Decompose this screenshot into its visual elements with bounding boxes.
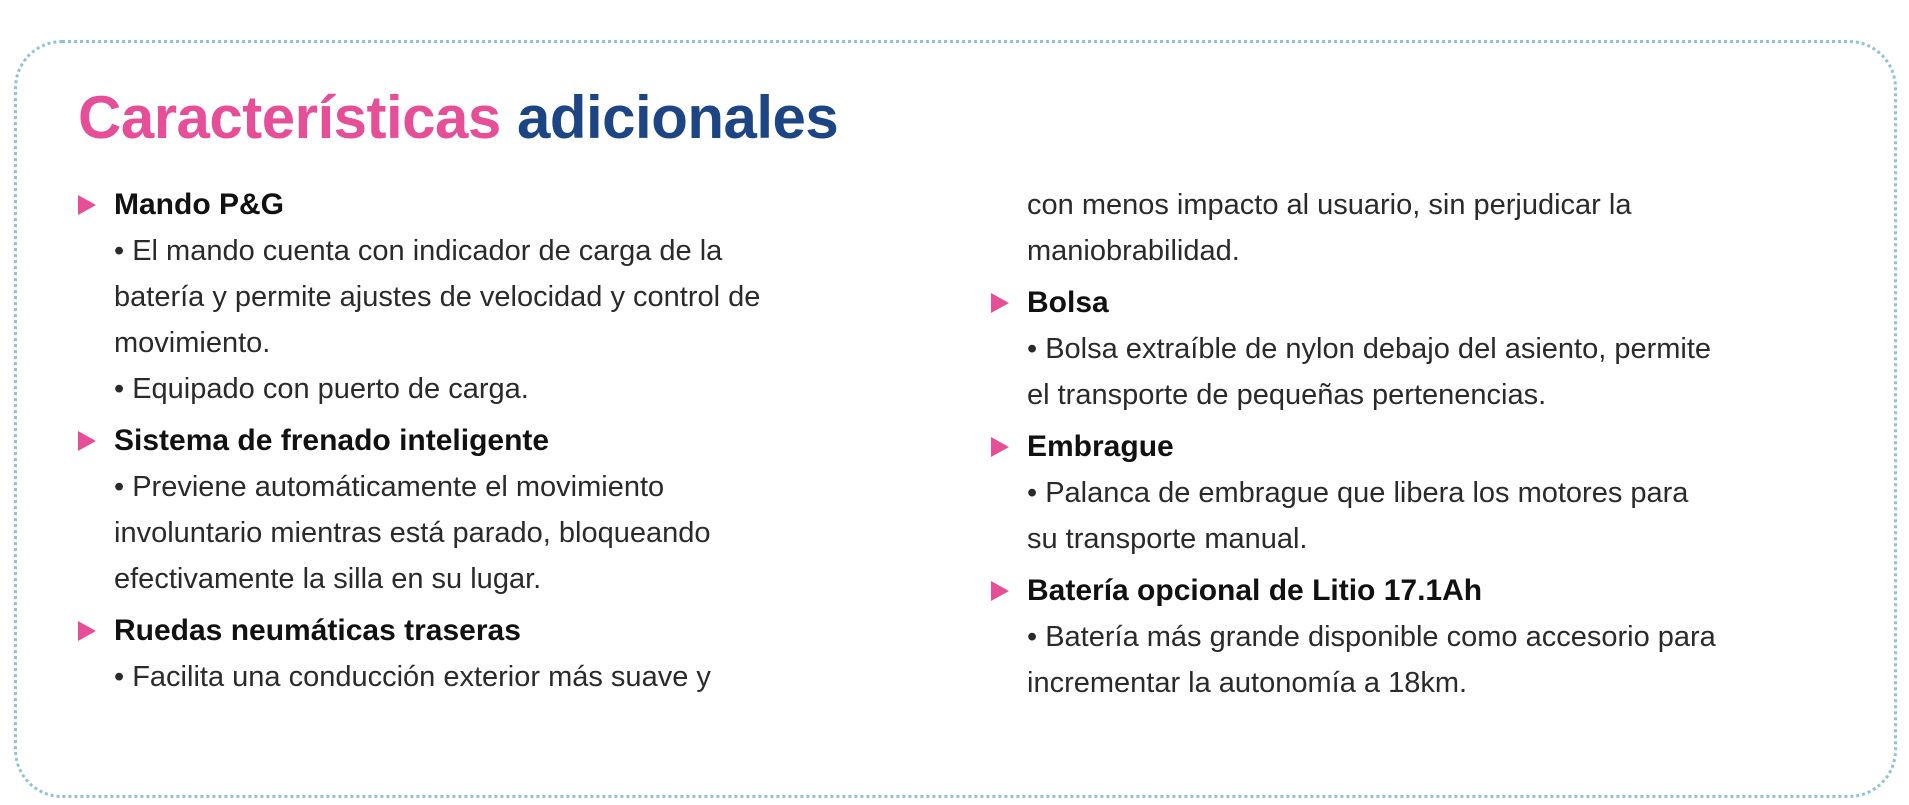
feature-line: • Previene automáticamente el movimiento: [114, 471, 665, 503]
feature-description: [114, 654, 898, 700]
feature-line: con menos impacto al usuario, sin perjudicar la: [1027, 189, 1632, 221]
feature-line: incrementar la autonomía a 18km.: [1027, 667, 1468, 699]
feature-description: [1027, 326, 1871, 418]
feature-item-bolsa: [991, 280, 1871, 418]
feature-line: batería y permite ajustes de velocidad y control de: [114, 281, 761, 313]
feature-item-frenado: [78, 418, 898, 602]
feature-line: • Batería más grande disponible como accesorio para: [1027, 621, 1716, 653]
title-rest: adicionales: [516, 84, 839, 151]
feature-item-embrague: [991, 424, 1871, 562]
feature-header: [78, 418, 898, 464]
triangle-right-icon: [991, 437, 1009, 457]
feature-header: [991, 424, 1871, 470]
feature-line: su transporte manual.: [1027, 523, 1308, 555]
feature-continuation: [1027, 182, 1871, 274]
feature-title: Embrague: [1027, 430, 1174, 463]
features-right-column: [991, 182, 1871, 712]
feature-item-mando: [78, 182, 898, 412]
feature-line: • Bolsa extraíble de nylon debajo del asiento, permite: [1027, 333, 1712, 365]
feature-line: involuntario mientras está parado, bloqueando: [114, 517, 711, 549]
feature-title: Bolsa: [1027, 286, 1109, 319]
feature-line: maniobrabilidad.: [1027, 235, 1240, 267]
feature-line: movimiento.: [114, 327, 271, 359]
triangle-right-icon: [78, 621, 96, 641]
section-title: [78, 82, 838, 154]
feature-description: [114, 228, 898, 412]
feature-header: [991, 568, 1871, 614]
feature-line: efectivamente la silla en su lugar.: [114, 563, 542, 595]
feature-header: [78, 182, 898, 228]
triangle-right-icon: [991, 581, 1009, 601]
feature-header: [991, 280, 1871, 326]
triangle-right-icon: [78, 195, 96, 215]
feature-header: [78, 608, 898, 654]
feature-line: • Palanca de embrague que libera los motores para: [1027, 477, 1689, 509]
feature-description: [1027, 614, 1871, 706]
feature-title: Batería opcional de Litio 17.1Ah: [1027, 574, 1483, 607]
feature-item-ruedas: [78, 608, 898, 700]
feature-item-bateria: [991, 568, 1871, 706]
feature-title: Sistema de frenado inteligente: [114, 424, 550, 457]
feature-line: • Facilita una conducción exterior más suave y: [114, 661, 711, 693]
feature-description: [1027, 470, 1871, 562]
feature-title: Mando P&G: [114, 188, 284, 221]
triangle-right-icon: [78, 431, 96, 451]
feature-description: [114, 464, 898, 602]
feature-line: el transporte de pequeñas pertenencias.: [1027, 379, 1547, 411]
feature-line: • Equipado con puerto de carga.: [114, 373, 529, 405]
feature-title: Ruedas neumáticas traseras: [114, 614, 521, 647]
title-highlight: Características: [78, 84, 501, 151]
feature-line: • El mando cuenta con indicador de carga de la: [114, 235, 723, 267]
features-left-column: [78, 182, 898, 706]
triangle-right-icon: [991, 293, 1009, 313]
